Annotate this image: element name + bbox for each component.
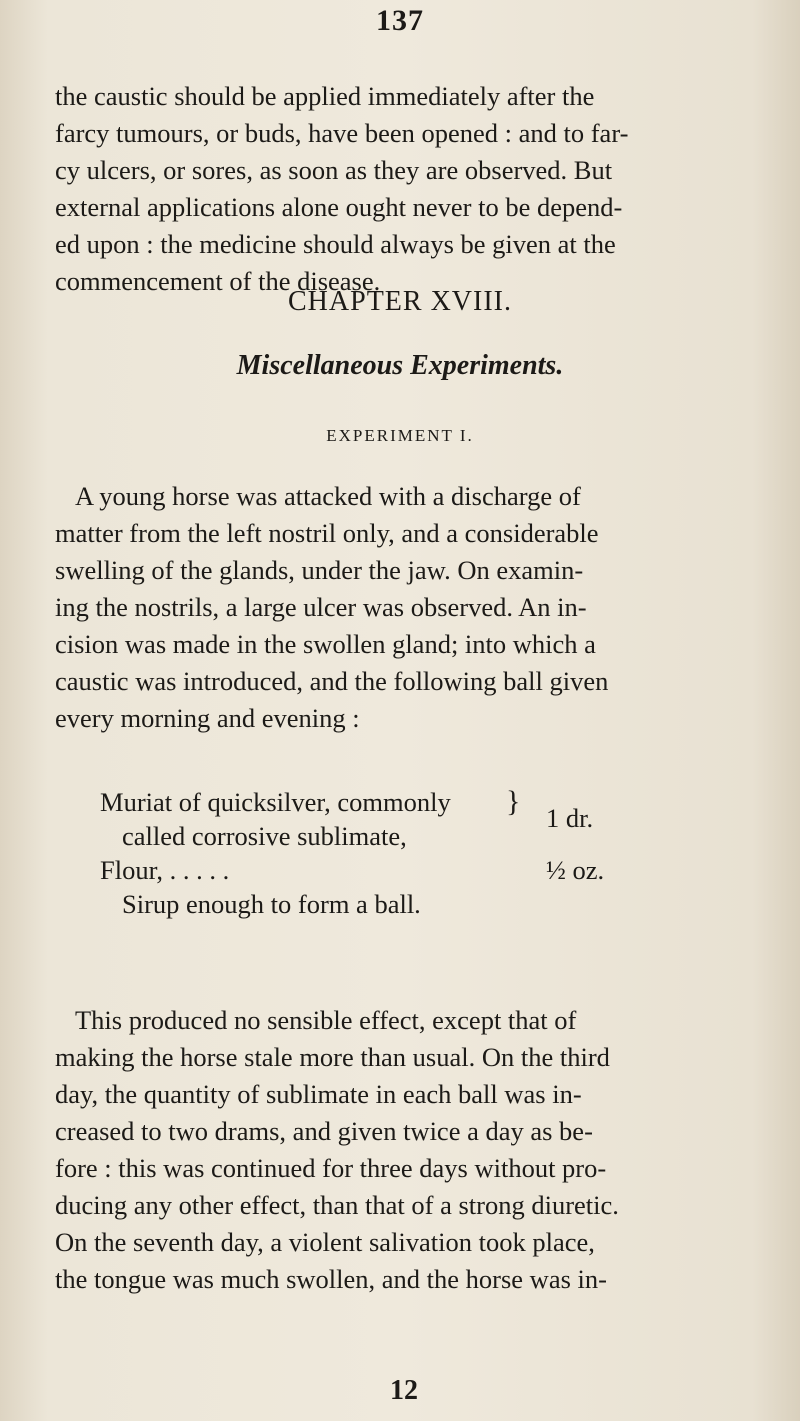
signature-mark: 12 — [390, 1375, 418, 1406]
text-line: fore : this was continued for three days without pro- — [55, 1153, 607, 1183]
text-line: A young horse was attacked with a discharge of — [75, 481, 581, 511]
recipe-ingredient: Muriat of quicksilver, commonly — [100, 787, 451, 817]
recipe-row-flour — [100, 853, 740, 887]
text-line: caustic was introduced, and the following ball given — [55, 666, 609, 696]
recipe-ingredient: Sirup enough to form a ball. — [122, 889, 421, 919]
chapter-subtitle: Miscellaneous Experiments. — [236, 350, 564, 381]
page-number: 137 — [376, 4, 424, 37]
recipe-row-sublimate — [100, 819, 740, 853]
recipe-row-sirup — [100, 887, 740, 921]
recipe-quantity: 1 dr. — [546, 803, 594, 833]
text-line: This produced no sensible effect, except that of — [75, 1005, 577, 1035]
text-line: the caustic should be applied immediately after the — [55, 81, 595, 111]
text-line: ed upon : the medicine should always be given at the — [55, 229, 616, 259]
text-line: commencement of the disease. — [55, 266, 381, 296]
text-line: ducing any other effect, than that of a strong diuretic. — [55, 1190, 619, 1220]
closing-paragraph — [55, 1002, 770, 1298]
brace-mark: } — [506, 785, 521, 818]
chapter-title: CHAPTER XVIII. — [288, 286, 512, 317]
text-line: external applications alone ought never to be depend- — [55, 192, 623, 222]
text-line: cision was made in the swollen gland; into which a — [55, 629, 596, 659]
experiment-paragraph — [55, 478, 770, 737]
recipe-ingredient: called corrosive sublimate, — [122, 821, 407, 851]
experiment-heading: EXPERIMENT I. — [326, 426, 474, 445]
text-line: making the horse stale more than usual. On the third — [55, 1042, 610, 1072]
text-line: farcy tumours, or buds, have been opened : and to far- — [55, 118, 629, 148]
text-line: every morning and evening : — [55, 703, 360, 733]
text-line: ing the nostrils, a large ulcer was observed. An in- — [55, 592, 587, 622]
text-line: day, the quantity of sublimate in each ball was in- — [55, 1079, 582, 1109]
text-line: cy ulcers, or sores, as soon as they are observed. But — [55, 155, 613, 185]
text-line: matter from the left nostril only, and a considerable — [55, 518, 599, 548]
recipe-row-muriat — [100, 785, 740, 833]
recipe-quantity: ½ oz. — [546, 855, 605, 885]
recipe-ingredient: Flour, . . . . . — [100, 855, 230, 885]
text-line: swelling of the glands, under the jaw. On examin- — [55, 555, 584, 585]
recipe — [100, 785, 740, 921]
text-line: the tongue was much swollen, and the horse was in- — [55, 1264, 607, 1294]
opening-paragraph — [55, 78, 770, 300]
text-line: On the seventh day, a violent salivation took place, — [55, 1227, 595, 1257]
text-line: creased to two drams, and given twice a day as be- — [55, 1116, 593, 1146]
